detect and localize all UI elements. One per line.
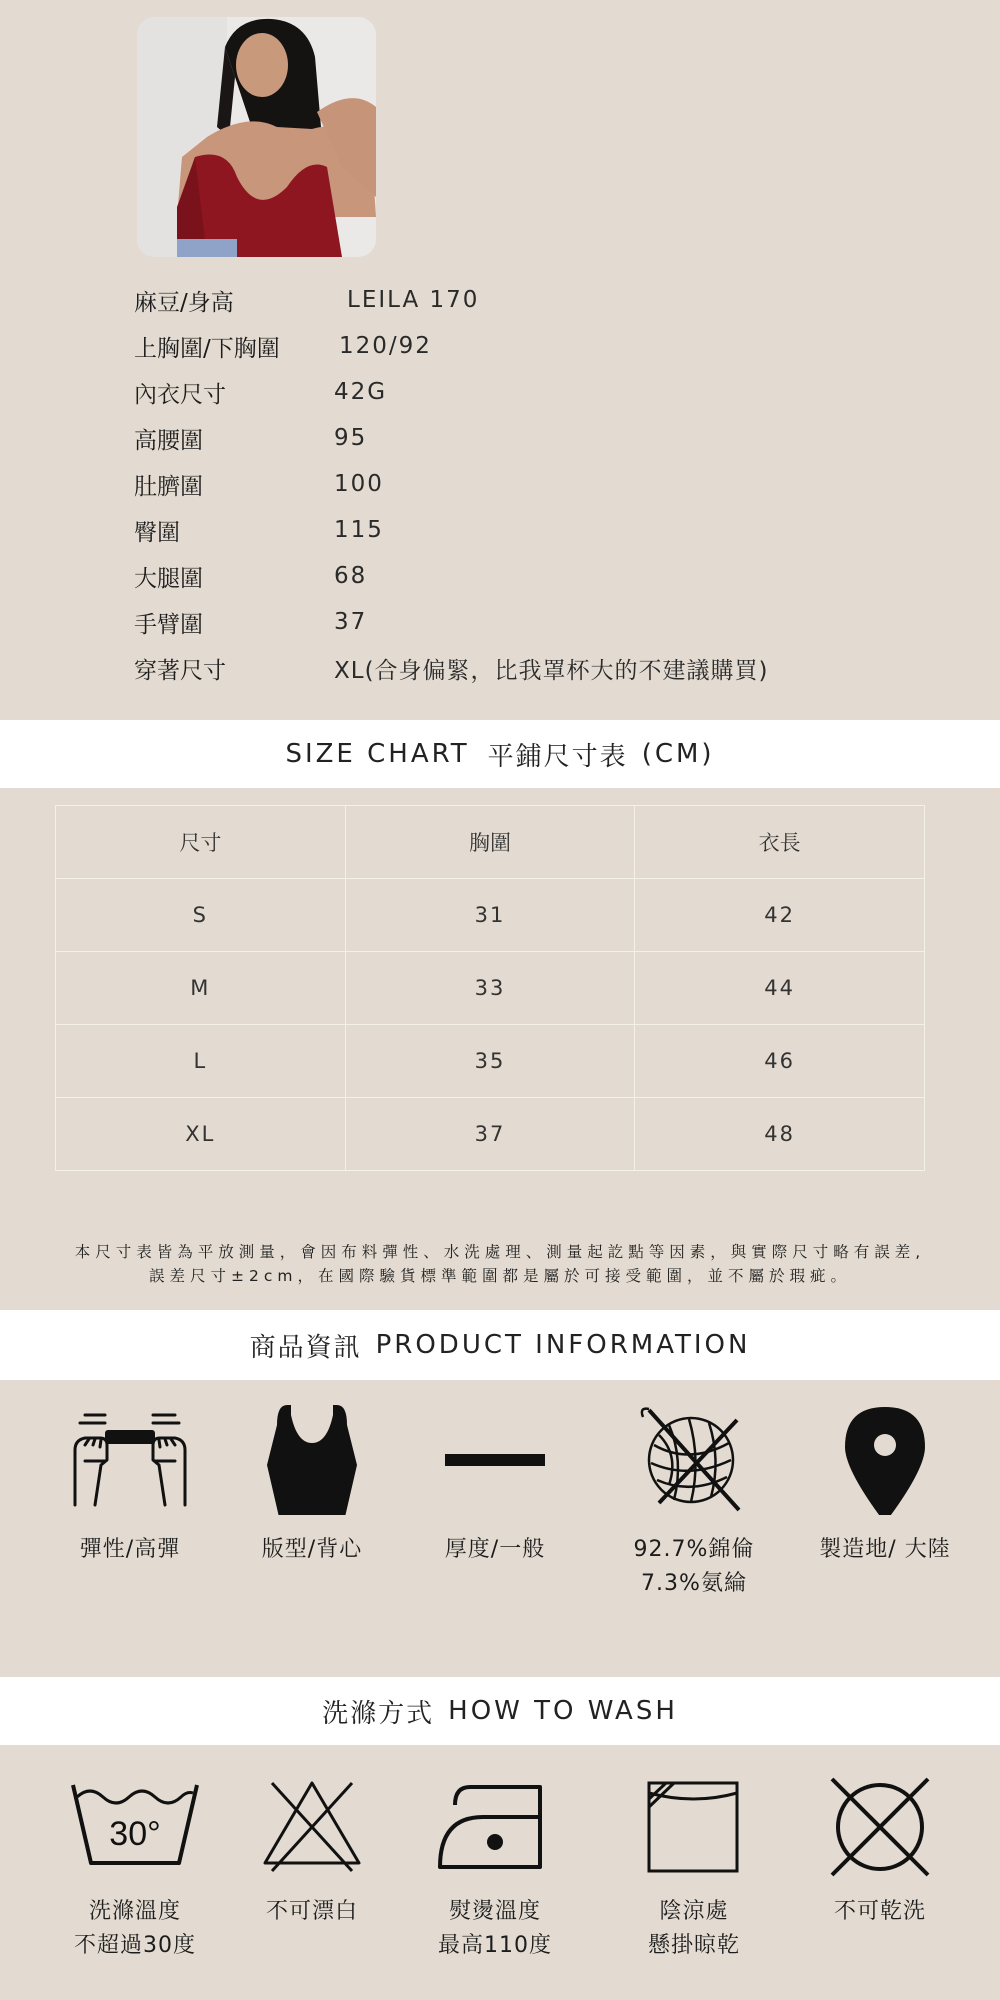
product-info-item — [40, 1405, 220, 1567]
measure-value: 120/92 — [339, 333, 432, 359]
measure-value: 115 — [334, 517, 384, 543]
size-note-line2: 誤差尺寸±2cm，在國際驗貨標準範圍都是屬於可接受範圍，並不屬於瑕疵。 — [149, 1267, 851, 1285]
model-row-size-worn — [134, 645, 854, 691]
wash-caption: 不超過30度 — [74, 1933, 196, 1958]
product-info-caption: 92.7%錦倫 — [633, 1537, 755, 1562]
measure-label: 麻豆/身高 — [134, 289, 234, 316]
model-row-navel — [134, 461, 854, 507]
measure-label: 內衣尺寸 — [134, 381, 226, 408]
product-info-item — [405, 1405, 585, 1567]
wash-caption: 不可乾洗 — [833, 1899, 926, 1924]
stretch-icon — [65, 1405, 195, 1515]
product-info-header — [0, 1310, 1000, 1380]
table-row — [56, 952, 925, 1025]
table-row — [56, 1025, 925, 1098]
no-dry-clean-icon — [810, 1775, 950, 1885]
wash-caption: 陰涼處 — [659, 1899, 729, 1924]
product-info-item — [222, 1405, 402, 1567]
model-row-high-waist — [134, 415, 854, 461]
table-cell: S — [56, 879, 346, 952]
location-pin-icon — [820, 1405, 950, 1515]
size-table — [55, 805, 925, 1171]
table-cell: L — [56, 1025, 346, 1098]
size-chart-unit: (CM) — [641, 739, 715, 769]
iron-icon — [425, 1775, 565, 1885]
measure-value: 68 — [334, 563, 368, 589]
table-cell: M — [56, 952, 346, 1025]
measure-value: XL(合身偏緊，比我罩杯大的不建議購買) — [334, 657, 769, 684]
model-row-bra — [134, 369, 854, 415]
size-chart-title-en: SIZE CHART — [285, 739, 470, 769]
wash-caption: 最高110度 — [438, 1933, 552, 1958]
model-row-height — [134, 277, 854, 323]
table-cell: 42 — [635, 879, 925, 952]
size-chart-header — [0, 720, 1000, 788]
wash-item — [45, 1775, 225, 1963]
size-chart-title-zh: 平鋪尺寸表 — [487, 741, 628, 772]
model-row-bust — [134, 323, 854, 369]
wash-header — [0, 1677, 1000, 1745]
measure-value: 42G — [334, 379, 388, 405]
table-cell: 31 — [345, 879, 635, 952]
measure-value: 37 — [334, 609, 368, 635]
yarn-ball-icon — [629, 1405, 759, 1515]
table-cell: 48 — [635, 1098, 925, 1171]
product-info-caption: 版型/背心 — [261, 1537, 363, 1562]
product-info-item — [604, 1405, 784, 1601]
wash-caption: 懸掛晾乾 — [647, 1933, 740, 1958]
measure-label: 穿著尺寸 — [134, 657, 226, 684]
table-cell: 35 — [345, 1025, 635, 1098]
wash-item — [222, 1775, 402, 1929]
model-measurements — [134, 277, 854, 691]
column-header: 胸圍 — [345, 806, 635, 879]
halter-top-icon — [247, 1405, 377, 1515]
model-row-arm — [134, 599, 854, 645]
wash-temp-label: 30° — [109, 1815, 161, 1853]
measure-label: 上胸圍/下胸圍 — [134, 335, 280, 362]
measure-label: 高腰圍 — [134, 427, 203, 454]
table-row — [56, 1098, 925, 1171]
model-row-thigh — [134, 553, 854, 599]
product-info-title-en: PRODUCT INFORMATION — [375, 1330, 751, 1360]
table-row — [56, 879, 925, 952]
no-bleach-icon — [242, 1775, 382, 1885]
size-note-line1: 本尺寸表皆為平放測量，會因布料彈性、水洗處理、測量起訖點等因素，與實際尺寸略有誤差, — [74, 1243, 926, 1261]
column-header: 衣長 — [635, 806, 925, 879]
product-info-caption: 製造地/ 大陸 — [819, 1537, 951, 1562]
column-header: 尺寸 — [56, 806, 346, 879]
measure-label: 手臂圍 — [134, 611, 203, 638]
wash-item — [405, 1775, 585, 1963]
measure-label: 肚臍圍 — [134, 473, 203, 500]
product-info-caption: 彈性/高彈 — [79, 1537, 181, 1562]
product-info-caption: 厚度/一般 — [444, 1537, 546, 1562]
size-note — [20, 1240, 980, 1288]
table-header-row — [56, 806, 925, 879]
thickness-line-icon — [430, 1405, 560, 1515]
wash-item — [790, 1775, 970, 1929]
table-cell: 37 — [345, 1098, 635, 1171]
wash-tub-icon — [65, 1775, 205, 1885]
wash-title-zh: 洗滌方式 — [322, 1698, 435, 1729]
table-cell: 46 — [635, 1025, 925, 1098]
product-info-title-zh: 商品資訊 — [249, 1332, 362, 1363]
wash-item — [604, 1775, 784, 1963]
measure-value: 100 — [334, 471, 384, 497]
table-cell: 33 — [345, 952, 635, 1025]
measure-label: 臀圍 — [134, 519, 180, 546]
model-photo — [137, 17, 376, 257]
product-info-caption: 7.3%氨綸 — [641, 1571, 747, 1596]
measure-value: LEILA 170 — [347, 287, 480, 313]
shade-dry-icon — [624, 1775, 764, 1885]
table-cell: 44 — [635, 952, 925, 1025]
product-info-item — [795, 1405, 975, 1567]
table-cell: XL — [56, 1098, 346, 1171]
measure-value: 95 — [334, 425, 368, 451]
model-row-hip — [134, 507, 854, 553]
wash-caption: 不可漂白 — [265, 1899, 358, 1924]
measure-label: 大腿圍 — [134, 565, 203, 592]
wash-title-en: HOW TO WASH — [448, 1696, 678, 1726]
wash-caption: 熨燙溫度 — [448, 1899, 541, 1924]
wash-caption: 洗滌溫度 — [88, 1899, 181, 1924]
